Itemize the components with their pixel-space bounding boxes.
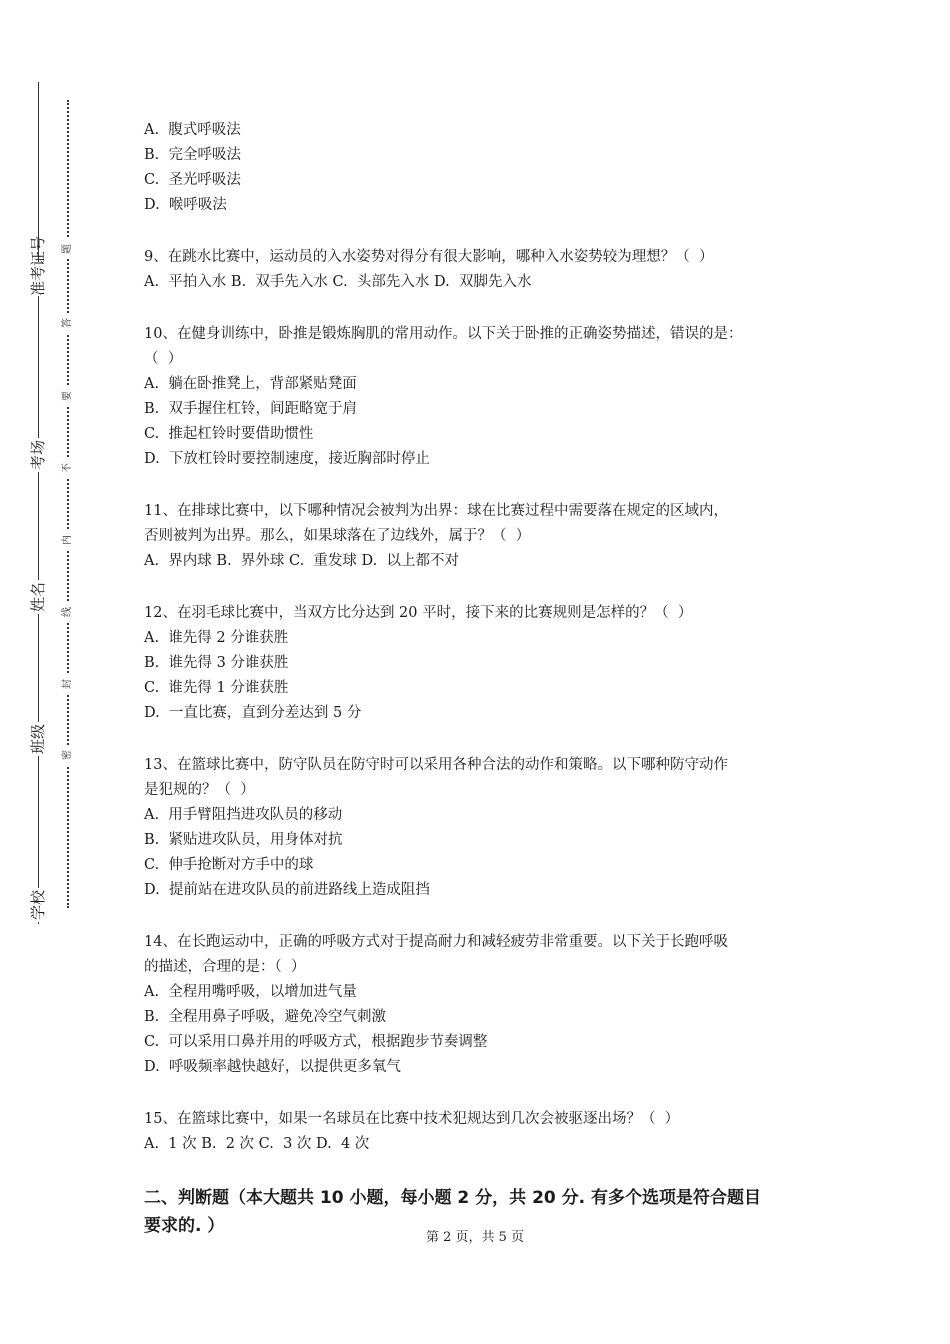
seal-char: 不 xyxy=(61,458,75,478)
section-title-line: 要求的. ） xyxy=(144,1216,225,1236)
option-line: A. 腹式呼吸法 xyxy=(144,122,241,138)
option-line: D. 呼吸频率越快越好，以提供更多氧气 xyxy=(144,1059,401,1075)
question-stem: 是犯规的？（ ） xyxy=(144,782,255,798)
seal-dotted-line xyxy=(67,100,69,908)
option-line: A. 躺在卧推凳上，背部紧贴凳面 xyxy=(144,376,357,392)
option-line: B. 双手握住杠铃，间距略宽于肩 xyxy=(144,401,357,417)
option-line: C. 伸手抢断对方手中的球 xyxy=(144,857,314,873)
field-name-label: 姓名 xyxy=(21,580,55,614)
seal-char: 封 xyxy=(61,674,75,694)
option-line: A. 1 次 B. 2 次 C. 3 次 D. 4 次 xyxy=(144,1136,370,1152)
field-exam-room-label: 考场 xyxy=(21,438,55,472)
question-8-options xyxy=(144,118,824,218)
seal-char: 线 xyxy=(61,602,75,622)
seal-char: 答 xyxy=(61,313,75,333)
question-stem: 10、在健身训练中，卧推是锻炼胸肌的常用动作。以下关于卧推的正确姿势描述，错误的是： xyxy=(144,326,743,342)
question-14 xyxy=(144,930,824,1080)
question-stem: 9、在跳水比赛中，运动员的入水姿势对得分有很大影响，哪种入水姿势较为理想？（ ） xyxy=(144,249,714,265)
question-stem: 的描述，合理的是：（ ） xyxy=(144,959,306,975)
question-stem: 14、在长跑运动中，正确的呼吸方式对于提高耐力和减轻疲劳非常重要。以下关于长跑呼吸 xyxy=(144,934,728,950)
question-stem: （ ） xyxy=(144,351,183,367)
option-line: D. 提前站在进攻队员的前进路线上造成阻挡 xyxy=(144,882,430,898)
option-line: B. 全程用鼻子呼吸，避免冷空气刺激 xyxy=(144,1009,386,1025)
option-line: C. 谁先得 1 分谁获胜 xyxy=(144,680,289,696)
option-line: A. 谁先得 2 分谁获胜 xyxy=(144,630,289,646)
option-line: D. 喉呼吸法 xyxy=(144,197,227,213)
seal-char: 题 xyxy=(61,239,75,259)
question-15 xyxy=(144,1107,824,1157)
binding-margin xyxy=(0,0,110,1344)
question-12 xyxy=(144,601,824,726)
question-stem: 12、在羽毛球比赛中，当双方比分达到 20 平时，接下来的比赛规则是怎样的？（ ） xyxy=(144,605,693,621)
question-10 xyxy=(144,322,824,472)
option-line: A. 全程用嘴呼吸，以增加进气量 xyxy=(144,984,357,1000)
option-line: B. 紧贴进攻队员，用身体对抗 xyxy=(144,832,343,848)
seal-char: 密 xyxy=(61,745,75,765)
option-line: B. 完全呼吸法 xyxy=(144,147,241,163)
option-line: C. 推起杠铃时要借助惯性 xyxy=(144,426,314,442)
option-line: A. 平拍入水 B. 双手先入水 C. 头部先入水 D. 双脚先入水 xyxy=(144,274,532,290)
question-9 xyxy=(144,245,824,295)
field-class-label: 班级 xyxy=(21,722,55,756)
page-number: 第 2 页，共 5 页 xyxy=(425,1230,525,1245)
seal-char: 要 xyxy=(61,386,75,406)
question-stem: 11、在排球比赛中，以下哪种情况会被判为出界：球在比赛过程中需要落在规定的区域内， xyxy=(144,503,728,519)
option-line: D. 下放杠铃时要控制速度，接近胸部时停止 xyxy=(144,451,430,467)
option-line: A. 界内球 B. 界外球 C. 重发球 D. 以上都不对 xyxy=(144,553,459,569)
option-line: D. 一直比赛，直到分差达到 5 分 xyxy=(144,705,362,721)
option-line: A. 用手臂阻挡进攻队员的移动 xyxy=(144,807,343,823)
question-stem: 15、在篮球比赛中，如果一名球员在比赛中技术犯规达到几次会被驱逐出场？（ ） xyxy=(144,1111,680,1127)
option-line: B. 谁先得 3 分谁获胜 xyxy=(144,655,289,671)
seal-char: 内 xyxy=(61,530,75,550)
option-line: C. 可以采用口鼻并用的呼吸方式，根据跑步节奏调整 xyxy=(144,1034,488,1050)
question-11 xyxy=(144,499,824,574)
field-exam-number-label: 准考证号 xyxy=(21,262,55,296)
section-title-line: 二、判断题（本大题共 10 小题，每小题 2 分，共 20 分. 有多个选项是符合题目 xyxy=(144,1188,762,1208)
field-school-label: 学校 xyxy=(21,888,55,922)
question-content xyxy=(144,118,824,1240)
option-line: C. 圣光呼吸法 xyxy=(144,172,241,188)
question-stem: 13、在篮球比赛中，防守队员在防守时可以采用各种合法的动作和策略。以下哪种防守动作 xyxy=(144,757,728,773)
binding-solid-line xyxy=(38,82,39,924)
question-13 xyxy=(144,753,824,903)
question-stem: 否则被判为出界。那么，如果球落在了边线外，属于？（ ） xyxy=(144,528,531,544)
